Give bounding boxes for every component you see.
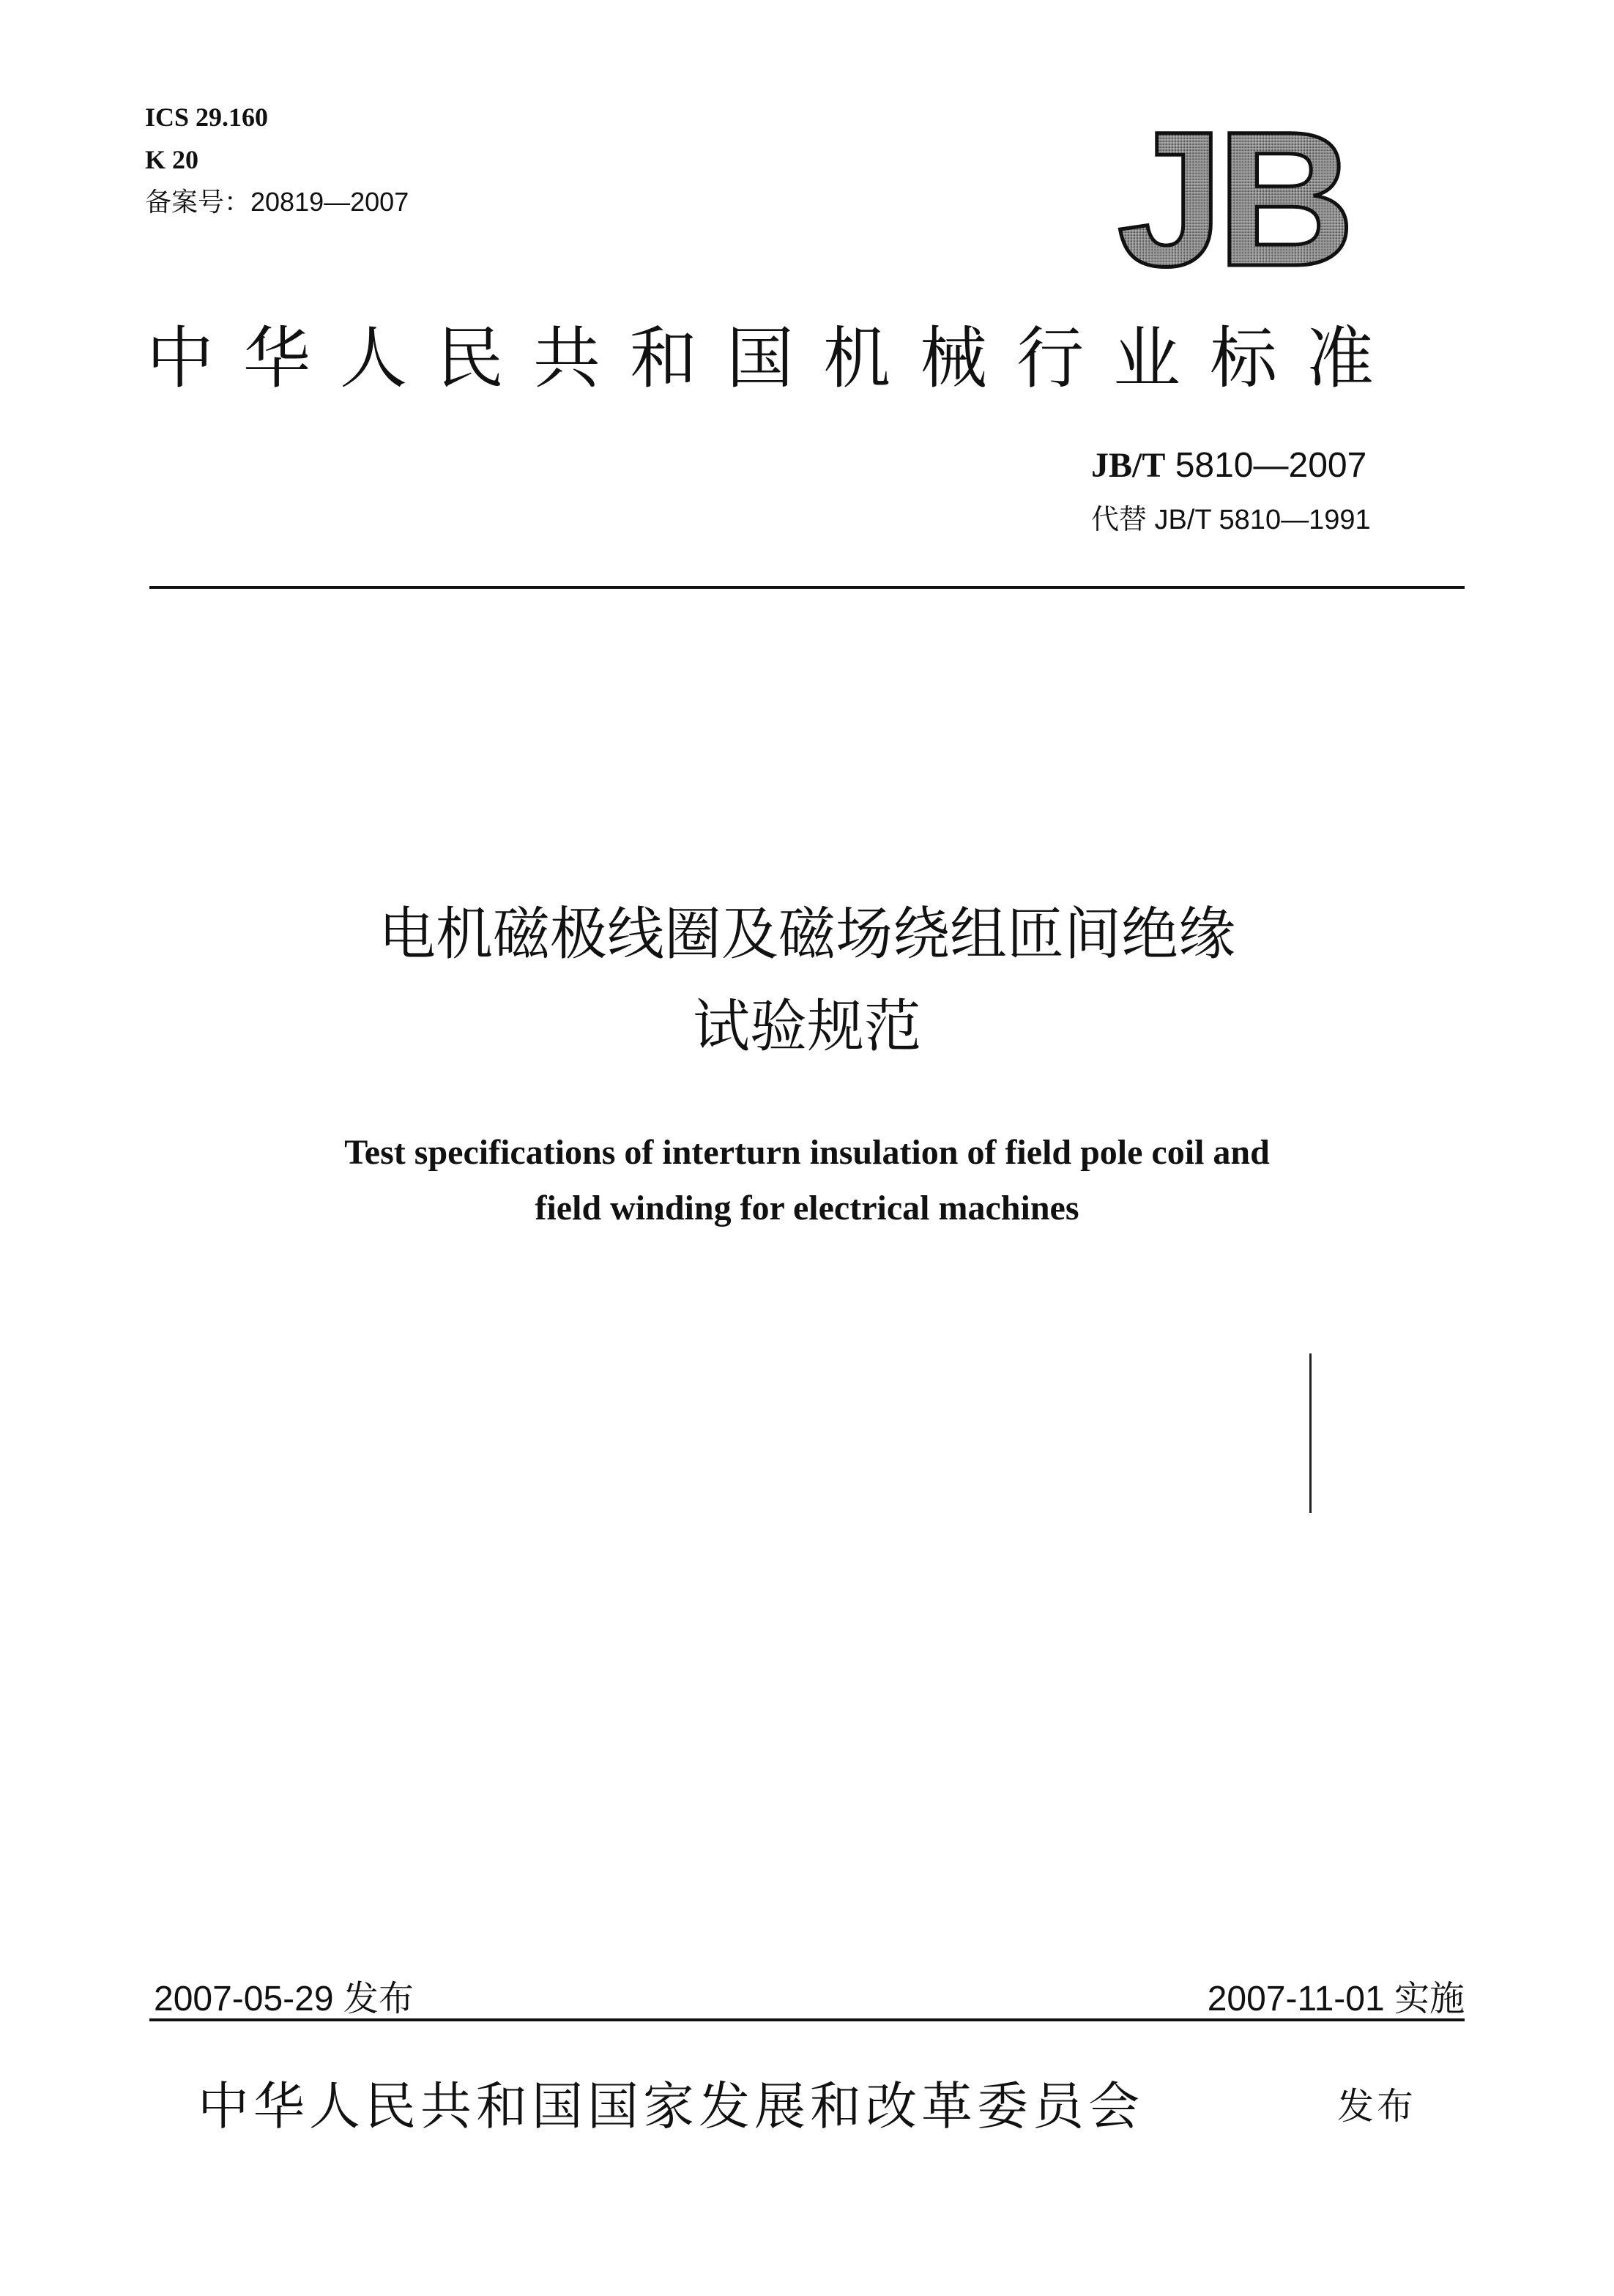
header-divider — [149, 586, 1465, 589]
standard-number-text: 5810—2007 — [1165, 446, 1367, 485]
margin-mark — [1309, 1353, 1312, 1513]
issuing-authority: 中华人民共和国国家发展和改革委员会 — [198, 2076, 1144, 2136]
standard-number — [1091, 445, 1366, 486]
ccs-code — [145, 144, 198, 176]
ics-code — [145, 101, 268, 133]
ccs-code-text: K 20 — [145, 145, 199, 174]
title-cn-line2: 试验规范 — [692, 994, 921, 1060]
replaces-standard: 代替 JB/T 5810—1991 — [1091, 505, 1371, 535]
filing-number — [145, 186, 409, 218]
jb-logo-text: JB — [1117, 110, 1348, 278]
title-cn-line1: 电机磁极线圈及磁场绕组匝间绝缘 — [378, 902, 1235, 967]
filing-label: 备案号： — [145, 187, 251, 217]
ics-code-text: ICS 29.160 — [145, 103, 269, 132]
standard-prefix: JB/T — [1091, 446, 1166, 485]
standard-category-title: 中华人民共和国机械行业标准 — [146, 319, 1404, 398]
issue-date: 2007-05-29 发布 — [154, 1980, 414, 2018]
effective-date: 2007-11-01 实施 — [1207, 1980, 1465, 2018]
jb-logo — [1082, 110, 1383, 278]
title-en-line1: Test specifications of interturn insulation of field pole coil and — [344, 1133, 1270, 1172]
footer-divider — [149, 2018, 1465, 2021]
title-en-line2: field winding for electrical machines — [535, 1189, 1079, 1227]
issuing-authority-suffix: 发布 — [1337, 2085, 1416, 2128]
filing-number-text: 20819—2007 — [250, 187, 409, 217]
